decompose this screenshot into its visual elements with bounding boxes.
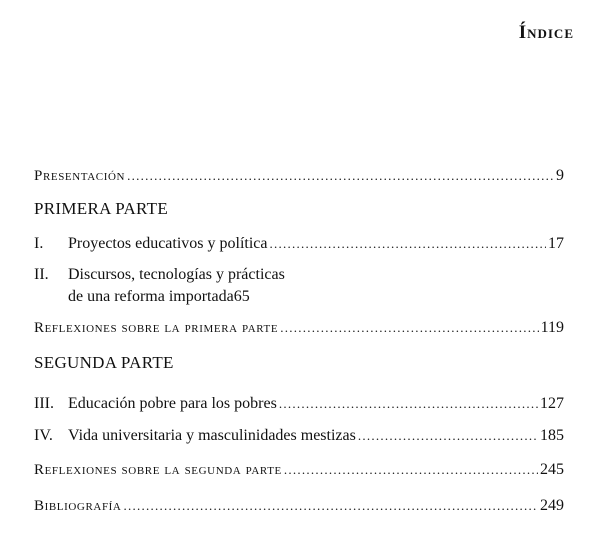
toc-entry-chapter-4[interactable] — [34, 426, 564, 446]
toc-page-number: 65 — [233, 288, 250, 305]
toc-page-number: 245 — [540, 461, 564, 478]
chapter-number: III. — [34, 395, 54, 412]
dot-leader — [270, 234, 546, 254]
toc-page-number: 9 — [556, 167, 564, 184]
toc-entry-label: Bibliografía — [34, 498, 122, 514]
dot-leader — [280, 318, 538, 338]
toc-entry-label: Vida universitaria y masculinidades mestizas — [68, 427, 356, 444]
page-title: Índice — [518, 22, 574, 43]
toc-entry-presentacion[interactable] — [34, 166, 564, 186]
toc-entry-label-line2: de una reforma importada — [68, 288, 234, 305]
toc-page-number: 17 — [548, 235, 564, 252]
toc-entry-bibliografia[interactable] — [34, 496, 564, 516]
toc-entry-label: Presentación — [34, 168, 126, 184]
toc-entry-label-line1: Discursos, tecnologías y prácticas — [68, 266, 285, 283]
toc-page-number: 119 — [540, 319, 564, 336]
toc-entry-label: Proyectos educativos y política — [68, 235, 268, 252]
toc-entry-label: Reflexiones sobre la primera parte — [34, 320, 279, 336]
toc-page-number: 127 — [540, 395, 564, 412]
toc-entry-label: Educación pobre para los pobres — [68, 395, 277, 412]
chapter-number: II. — [34, 266, 49, 283]
toc-entry-label: Reflexiones sobre la segunda parte — [34, 462, 282, 478]
toc-entry-reflexiones-1[interactable] — [34, 318, 564, 338]
toc-entry-reflexiones-2[interactable] — [34, 460, 564, 480]
dot-leader — [127, 166, 554, 186]
toc-page-number: 185 — [540, 427, 564, 444]
chapter-number: I. — [34, 235, 44, 252]
chapter-number: IV. — [34, 427, 53, 444]
dot-leader — [284, 460, 538, 480]
toc-entry-chapter-1[interactable] — [34, 234, 564, 254]
toc-entry-chapter-2[interactable] — [34, 264, 564, 308]
dot-leader — [123, 496, 538, 516]
dot-leader — [279, 394, 538, 414]
part-heading-segunda: SEGUNDA PARTE — [34, 353, 174, 372]
dot-leader — [358, 426, 538, 446]
toc-entry-chapter-3[interactable] — [34, 394, 564, 414]
toc-page-number: 249 — [540, 497, 564, 514]
part-heading-primera: PRIMERA PARTE — [34, 199, 169, 218]
